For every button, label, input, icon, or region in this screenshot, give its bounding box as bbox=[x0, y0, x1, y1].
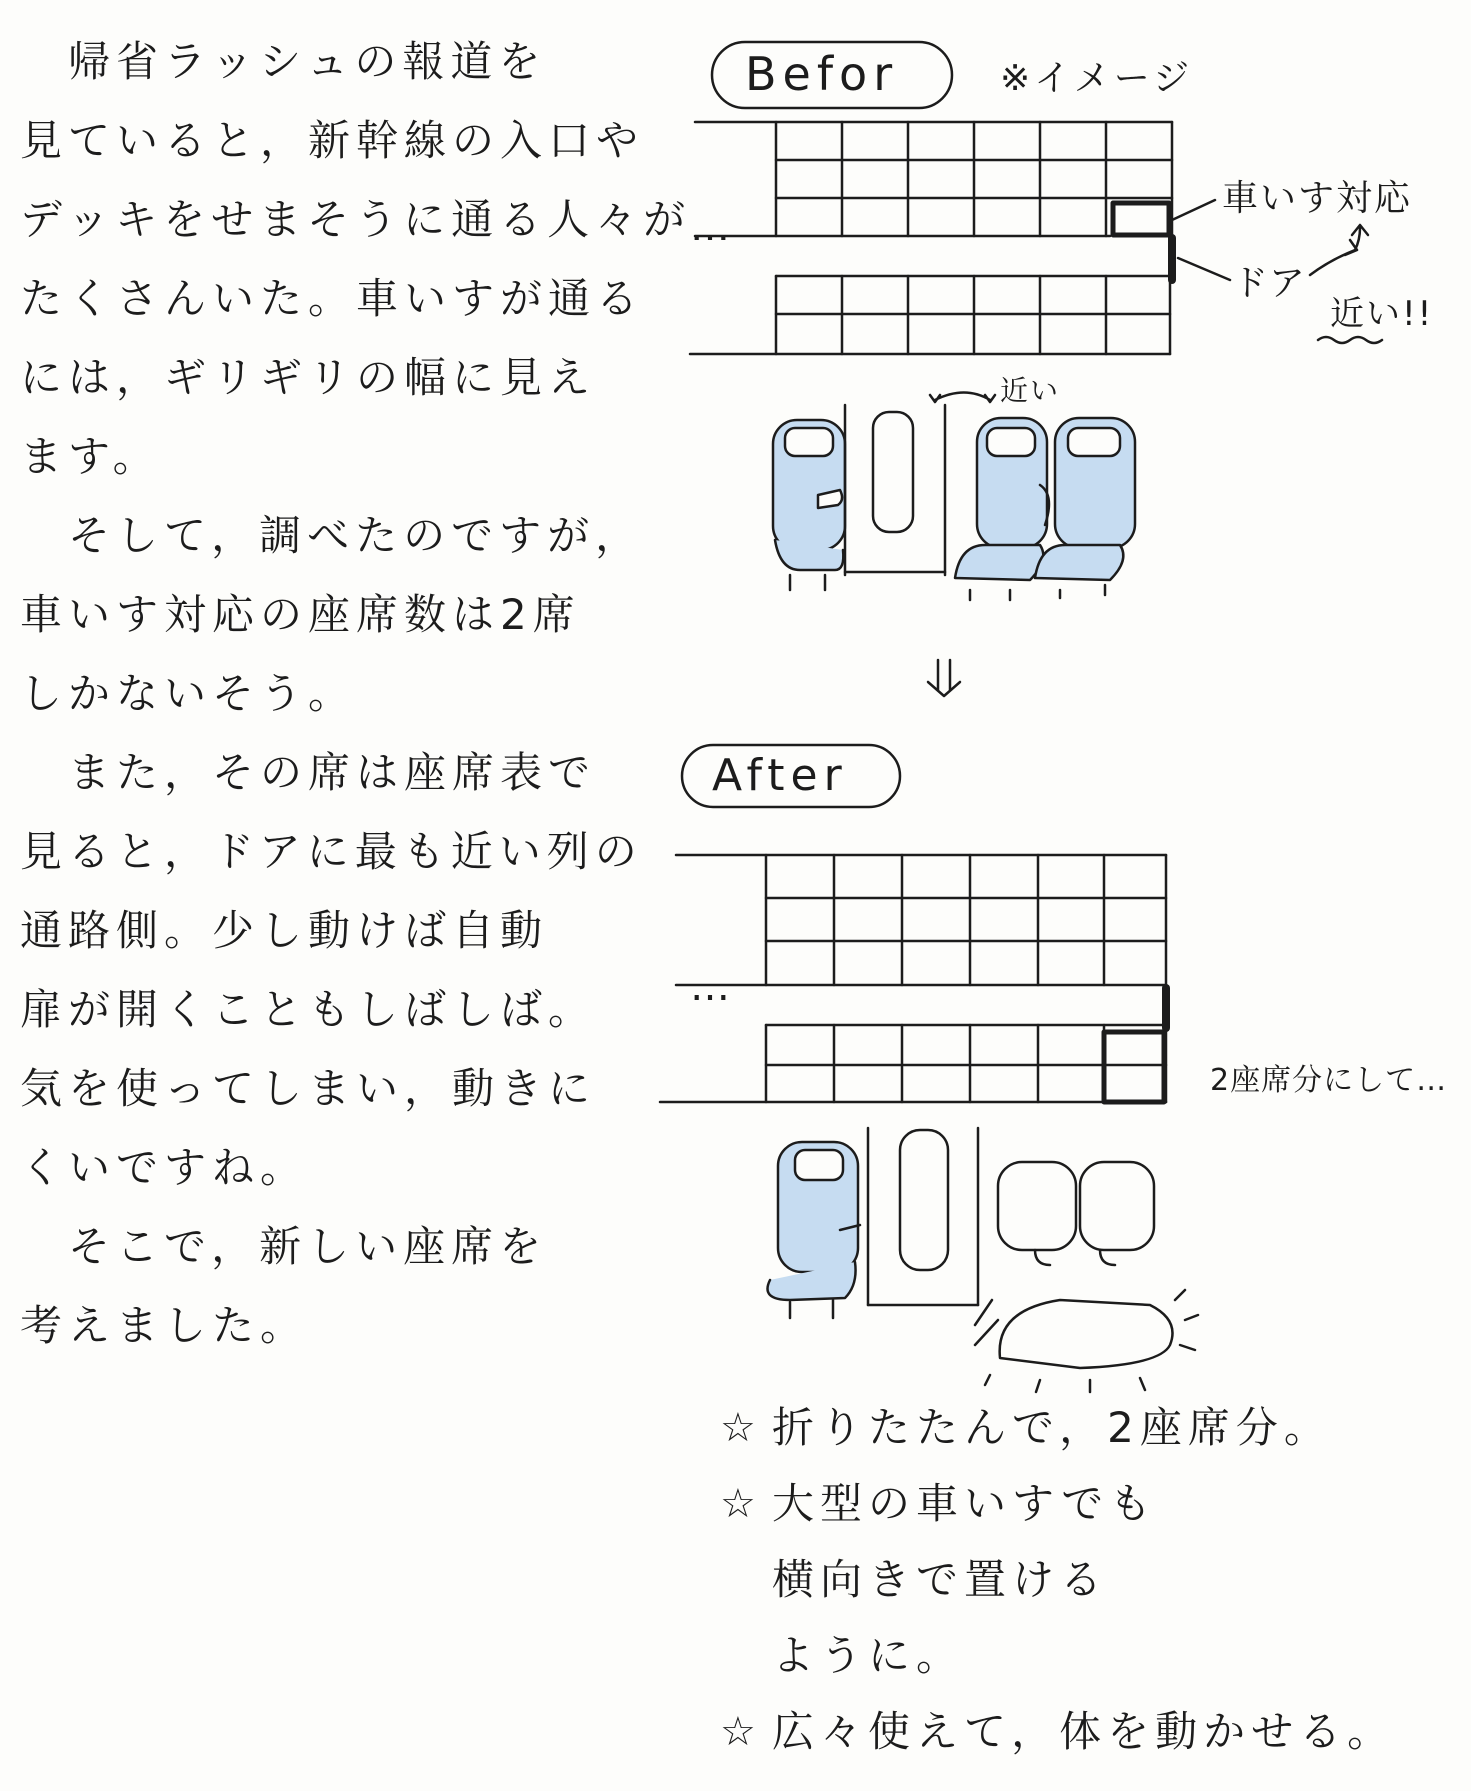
after-ellipsis: … bbox=[690, 964, 730, 1010]
essay-line-7: そして，調べたのですが， bbox=[20, 511, 644, 560]
essay-line-13: 扉が開くこともしばしば。 bbox=[20, 985, 597, 1034]
essay-line-3: デッキをせまそうに通る人々が bbox=[20, 195, 692, 244]
before-seatmap-top bbox=[695, 122, 1172, 236]
star-icon: ☆ bbox=[720, 1709, 762, 1755]
essay-line-2: 見ていると，新幹線の入口や bbox=[20, 116, 645, 165]
before-image-note: ※イメージ bbox=[1000, 58, 1194, 99]
essay-line-4: たくさんいた。車いすが通る bbox=[20, 274, 645, 323]
note-text-2b: 横向きで置ける bbox=[772, 1555, 1109, 1604]
note-text-2c: ように。 bbox=[772, 1631, 965, 1680]
before-callout-wheelchair bbox=[1172, 200, 1215, 220]
before-wheelchair-seat bbox=[1113, 203, 1169, 235]
essay-line-10: また，その席は座席表で bbox=[20, 748, 597, 797]
before-callout-door bbox=[1178, 258, 1230, 280]
before-title: Befor bbox=[745, 47, 899, 101]
essay-line-8: 車いす対応の座席数は2席 bbox=[20, 590, 581, 639]
note-item-2 bbox=[720, 1466, 1460, 1542]
before-seat-illustration bbox=[773, 393, 1135, 601]
note-item-1 bbox=[720, 1390, 1460, 1466]
before-label-wheelchair: 車いす対応 bbox=[1222, 178, 1413, 219]
after-title: After bbox=[712, 750, 848, 801]
note-text-1: 折りたたんで，2座席分。 bbox=[772, 1403, 1332, 1452]
essay-line-16: そこで，新しい座席を bbox=[20, 1222, 548, 1271]
down-arrow bbox=[928, 660, 960, 696]
after-seat-illustration bbox=[768, 1128, 1199, 1392]
essay-line-11: 見ると，ドアに最も近い列の bbox=[20, 827, 643, 876]
before-seatmap-bottom bbox=[690, 276, 1170, 354]
before-callout-arrow bbox=[1310, 240, 1357, 275]
before-label-close: 近い!! bbox=[1330, 294, 1434, 334]
essay-line-17: 考えました。 bbox=[20, 1301, 309, 1350]
essay-line-12: 通路側。少し動けば自動 bbox=[20, 906, 549, 955]
essay-line-15: くいですね。 bbox=[20, 1143, 309, 1192]
essay-line-9: しかないそう。 bbox=[20, 669, 357, 718]
star-icon: ☆ bbox=[720, 1405, 762, 1451]
before-label-door: ドア bbox=[1232, 263, 1307, 304]
note-text-2a: 大型の車いすでも bbox=[772, 1479, 1158, 1528]
essay-line-1: 帰省ラッシュの報道を bbox=[20, 37, 547, 86]
after-seatmap-bottom bbox=[660, 1025, 1166, 1102]
note-item-3 bbox=[720, 1694, 1460, 1770]
before-ellipsis: … bbox=[690, 204, 730, 250]
essay-line-6: ます。 bbox=[20, 432, 161, 481]
idea-notes bbox=[720, 1390, 1460, 1770]
essay-line-5: には，ギリギリの幅に見え bbox=[20, 353, 597, 402]
star-icon: ☆ bbox=[720, 1481, 762, 1527]
note-text-3: 広々使えて，体を動かせる。 bbox=[772, 1707, 1396, 1756]
after-seatmap-top bbox=[676, 855, 1166, 985]
after-wheelchair-space bbox=[1104, 1032, 1164, 1102]
before-seat-label-close: 近い bbox=[1000, 374, 1061, 407]
after-label-two-seats: 2座席分にして… bbox=[1210, 1063, 1448, 1098]
essay-line-14: 気を使ってしまい，動きに bbox=[20, 1064, 597, 1113]
before-squiggle bbox=[1318, 337, 1382, 343]
